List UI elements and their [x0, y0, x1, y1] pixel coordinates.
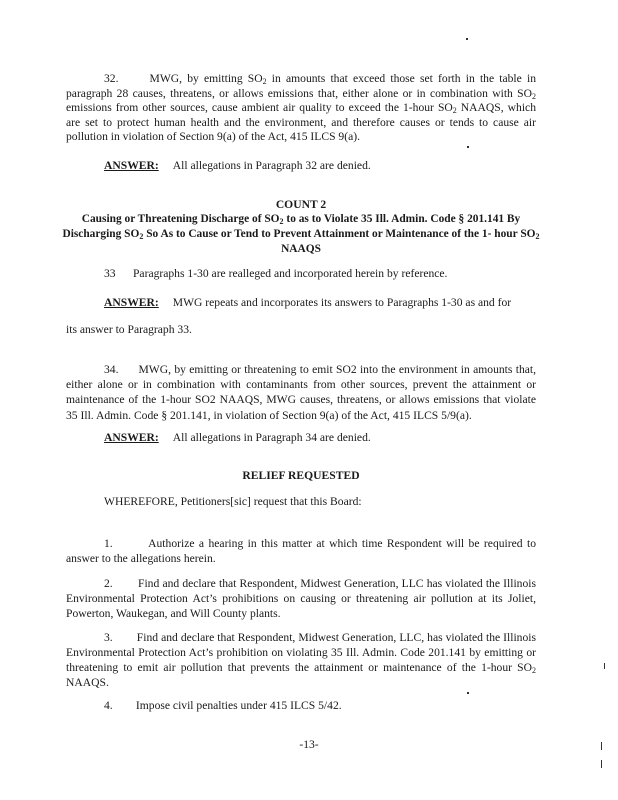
answer-label: ANSWER:: [104, 296, 159, 309]
answer-34: ANSWER: All allegations in Paragraph 34 are denied.: [104, 431, 371, 444]
paragraph-33: 33 Paragraphs 1-30 are realleged and incorporated herein by reference.: [104, 267, 448, 280]
relief-requested-heading: RELIEF REQUESTED: [242, 469, 360, 482]
paragraph-number: 32.: [104, 72, 119, 85]
relief-intro: WHEREFORE, Petitioners[sic] request that this Board:: [104, 495, 362, 508]
relief-item-4: 4. Impose civil penalties under 415 ILCS 5/42.: [104, 699, 342, 712]
scan-speck: [601, 742, 602, 750]
item-number: 1.: [104, 537, 113, 550]
page-number: -13-: [299, 738, 319, 751]
scan-speck: [601, 760, 602, 768]
relief-item-2: 2. Find and declare that Respondent, Midwest Generation, LLC has violated the Illinois Environmental Protection Act’s prohibitions on causing or threatening air pollution at its Joliet, Powerton, Waukegan, and Will County plants.: [66, 577, 536, 620]
paragraph-34: 34. MWG, by emitting or threatening to emit SO2 into the environment in amounts that, either alone or in combination with contaminants from other sources, prevent the attainment or maintenance of the 1-hour SO2 NAAQS, MWG causes, threatens, or allows emissions that violate 35 Ill. Admin. Code § 201.141, in violation of Section 9(a) of the Act, 415 ILCS 5/9(a).: [66, 363, 537, 422]
relief-item-3: 3. Find and declare that Respondent, Midwest Generation, LLC, has violated the Illinois Environmental Protection Act’s prohibition on violating 35 Ill. Admin. Code 201.141 by emitting or threatening to emit air pollution that prevents the attainment or maintenance of the 1-hour $SO_2$ NAAQS.: [66, 631, 536, 689]
answer-33-continued: its answer to Paragraph 33.: [66, 323, 192, 336]
scan-speck: [467, 146, 469, 148]
item-number: 4.: [104, 699, 113, 712]
count-2-subheading: Causing or Threatening Discharge of $SO_2$ to as to Violate 35 Ill. Admin. Code § 201.141 By Discharging $SO_2$ So As to Cause or Tend to Prevent Attainment or Maintenance of the 1- hour $SO_2$ NAAQS: [62, 213, 540, 255]
answer-label: ANSWER:: [104, 159, 159, 172]
item-number: 3.: [104, 631, 113, 644]
scan-speck: [466, 38, 468, 40]
relief-item-1: 1. Authorize a hearing in this matter at which time Respondent will be required to answer to the allegations herein.: [66, 537, 537, 565]
count-2-heading: COUNT 2: [275, 198, 327, 211]
item-number: 2.: [104, 577, 113, 590]
paragraph-number: 34.: [104, 363, 119, 376]
scan-speck: [604, 663, 605, 669]
answer-33: ANSWER: MWG repeats and incorporates its answers to Paragraphs 1-30 as and for: [104, 296, 512, 309]
answer-label: ANSWER:: [104, 431, 159, 444]
scan-speck: [467, 692, 469, 694]
answer-32: ANSWER: All allegations in Paragraph 32 are denied.: [104, 159, 371, 172]
paragraph-number: 33: [104, 267, 116, 280]
paragraph-32: 32. MWG, by emitting $SO_2$ in amounts that exceed those set forth in the table in paragraph 28 causes, threatens, or allows emissions that, either alone or in combination with $SO_2$ emissions from other sources, cause ambient air quality to exceed the 1-hour $SO_2$ NAAQS, which are set to protect human health and the environment, and therefore causes or tends to cause air pollution in violation of Section 9(a) of the Act, 415 ILCS 9(a).: [66, 72, 537, 144]
